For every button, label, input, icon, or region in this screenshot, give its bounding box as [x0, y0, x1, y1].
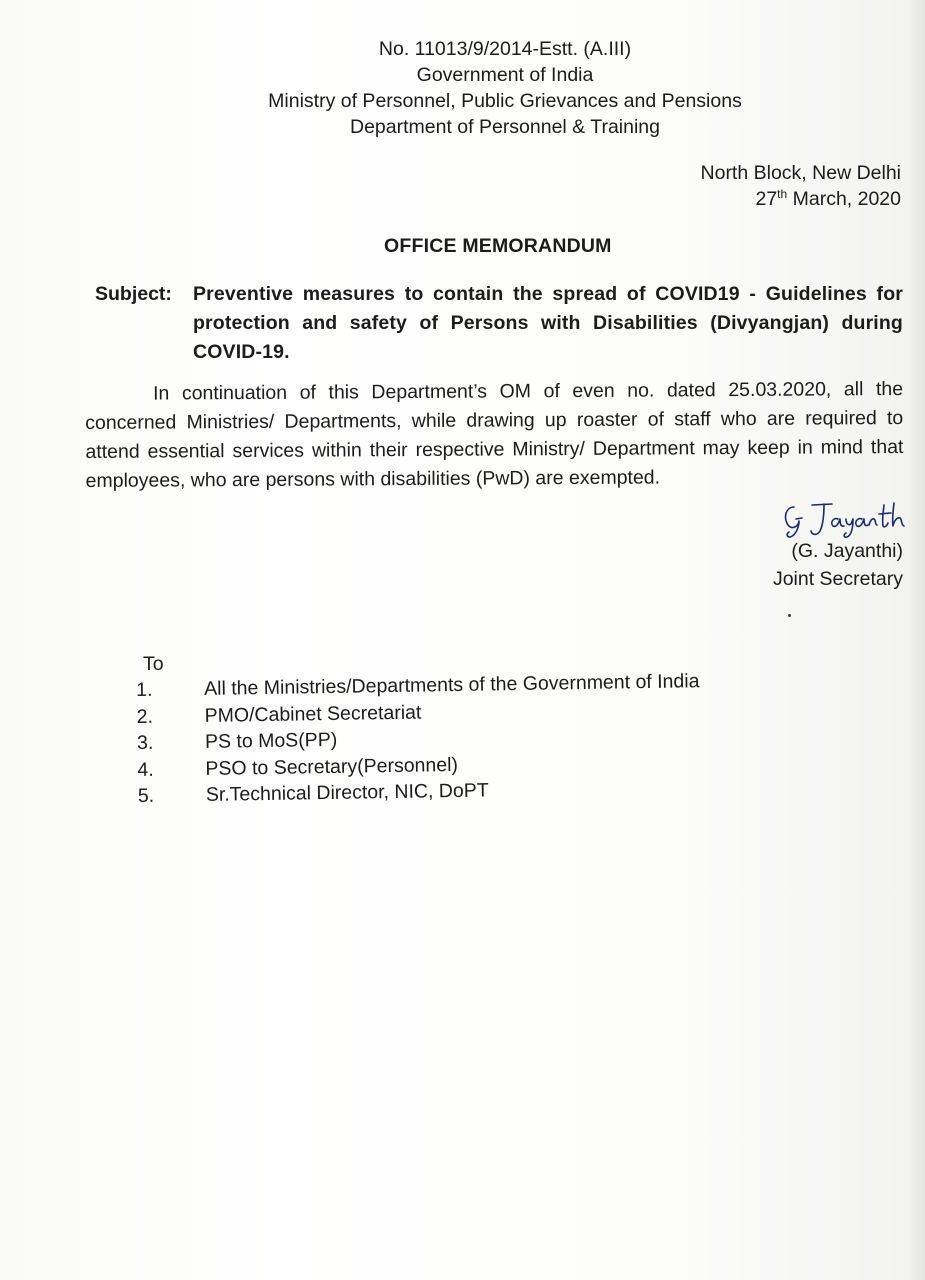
- list-item-text: Sr.Technical Director, NIC, DoPT: [205, 779, 489, 806]
- list-item-number: 5.: [137, 784, 155, 807]
- file-number: No. 11013/9/2014-Estt. (A.III): [378, 38, 632, 60]
- place-date-block: [701, 160, 901, 212]
- list-item-text: All the Ministries/Departments of the Government of India: [204, 670, 700, 700]
- list-item-text: PS to MoS(PP): [204, 728, 338, 753]
- ministry-line: Ministry of Personnel, Public Grievances and Pensions: [268, 90, 742, 112]
- government-line: Government of India: [416, 64, 594, 86]
- date-month-year: March, 2020: [787, 188, 901, 210]
- list-item-text: PSO to Secretary(Personnel): [205, 753, 459, 780]
- list-item-number: 3.: [136, 731, 154, 754]
- distribution-list: [136, 667, 778, 810]
- stray-mark: [788, 614, 791, 617]
- signatory-block: [773, 537, 903, 593]
- signatory-designation: Joint Secretary: [772, 568, 903, 590]
- date: [701, 186, 901, 212]
- list-item-number: 4.: [137, 758, 154, 781]
- list-item-number: 1.: [136, 678, 153, 701]
- page-edge-shadow: [907, 0, 925, 1280]
- signatory-name: (G. Jayanthi): [791, 540, 903, 562]
- memo-title: OFFICE MEMORANDUM: [384, 235, 612, 257]
- date-day-suffix: th: [777, 187, 788, 201]
- subject-text: Preventive measures to contain the spread of COVID19 - Guidelines for protection and safety of Persons with Disabilities (Divyangjan) during COVID-19.: [193, 283, 903, 363]
- handwritten-signature: [780, 495, 925, 540]
- subject-block: [95, 280, 903, 367]
- list-item-text: PMO/Cabinet Secretariat: [204, 701, 422, 727]
- to-label: To: [143, 653, 164, 675]
- letterhead: [230, 36, 780, 140]
- date-day: 27: [755, 188, 778, 210]
- list-item-number: 2.: [136, 705, 154, 728]
- department-line: Department of Personnel & Training: [349, 116, 660, 138]
- subject-label: Subject:: [95, 283, 172, 305]
- place: North Block, New Delhi: [700, 162, 901, 184]
- body-paragraph: In continuation of this Department’s OM of even no. dated 25.03.2020, all the concerned Ministries/ Departments, while drawing up roaster of staff who are required to attend essential services within their respective Ministry/ Department may keep in mind that employees, who are persons with disabilities (PwD) are exempted.: [85, 378, 904, 492]
